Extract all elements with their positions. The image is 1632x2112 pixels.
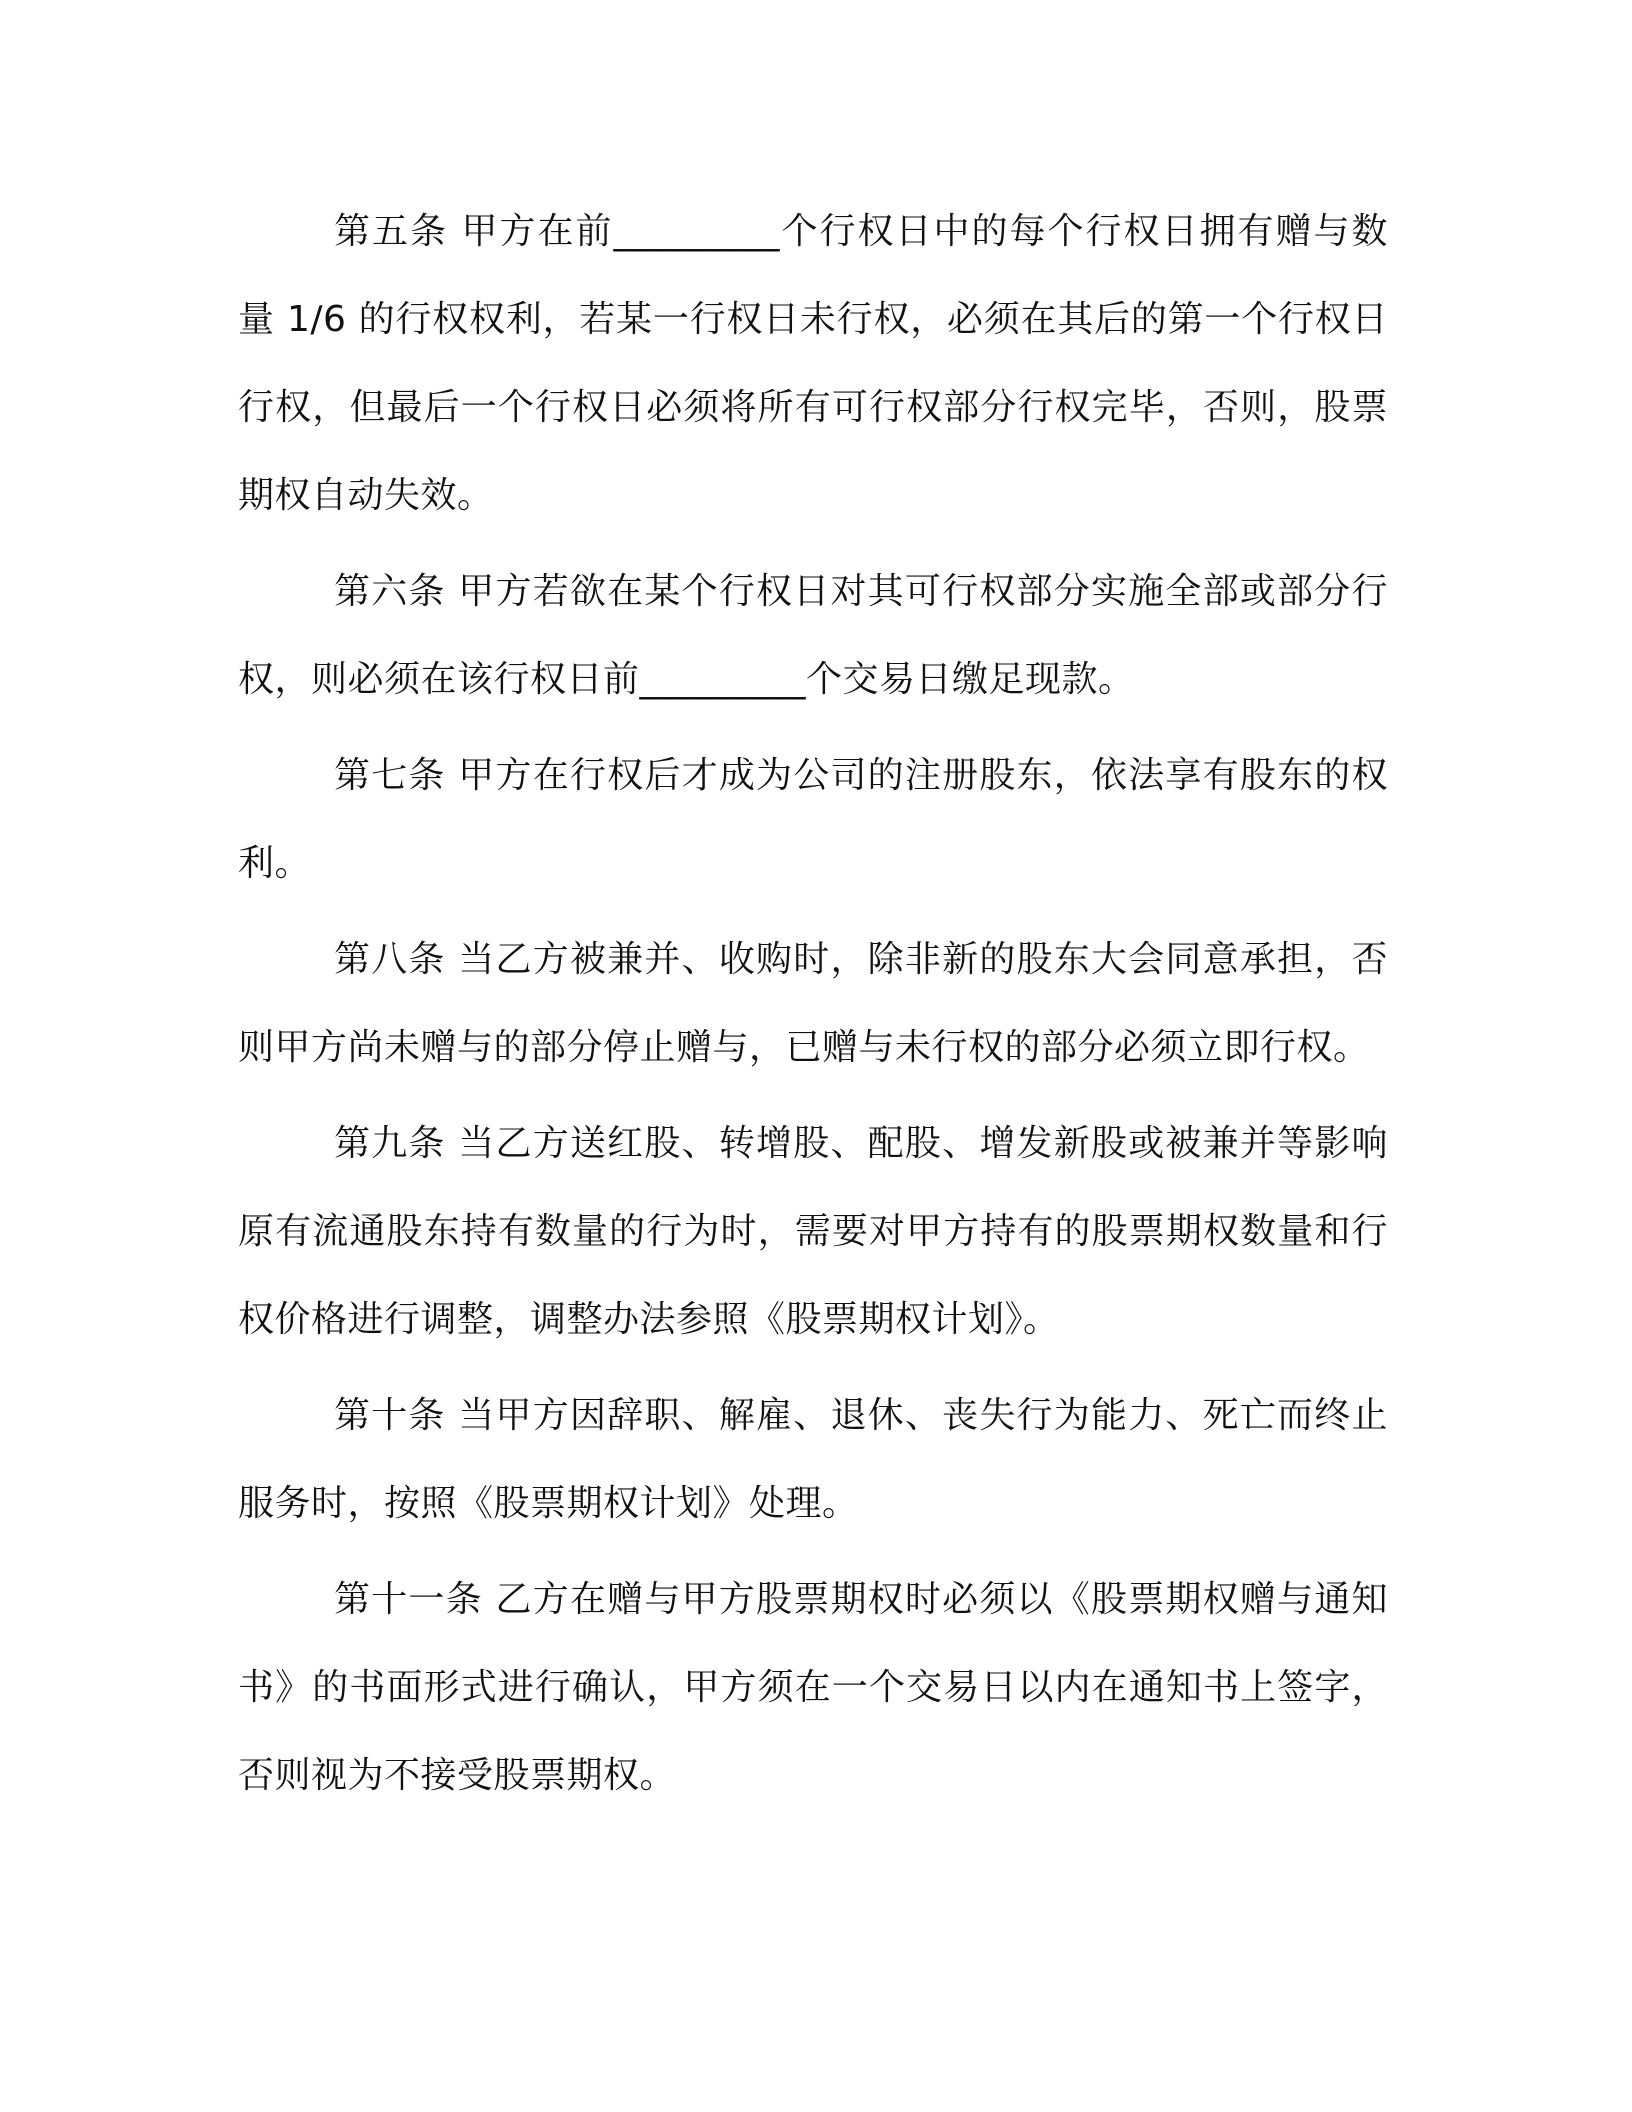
article-6-paragraph: 第六条 甲方若欲在某个行权日对其可行权部分实施全部或部分行权，则必须在该行权日前_________个交易日缴足现款。 (238, 571, 1388, 700)
article-11-paragraph: 第十一条 乙方在赠与甲方股票期权时必须以《股票期权赠与通知书》的书面形式进行确认，甲方须在一个交易日以内在通知书上签字，否则视为不接受股票期权。 (238, 1579, 1388, 1796)
article-7-paragraph: 第七条 甲方在行权后才成为公司的注册股东，依法享有股东的权利。 (238, 755, 1388, 884)
article-9-paragraph: 第九条 当乙方送红股、转增股、配股、增发新股或被兼并等影响原有流通股东持有数量的行为时，需要对甲方持有的股票期权数量和行权价格进行调整，调整办法参照《股票期权计划》。 (238, 1123, 1388, 1340)
article-8-paragraph: 第八条 当乙方被兼并、收购时，除非新的股东大会同意承担，否则甲方尚未赠与的部分停止赠与，已赠与未行权的部分必须立即行权。 (238, 939, 1388, 1068)
article-10-paragraph: 第十条 当甲方因辞职、解雇、退休、丧失行为能力、死亡而终止服务时，按照《股票期权计划》处理。 (238, 1395, 1388, 1524)
document-body (238, 188, 1388, 1824)
article-5-paragraph: 第五条 甲方在前_________个行权日中的每个行权日拥有赠与数量 1/6 的行权权利，若某一行权日未行权，必须在其后的第一个行权日行权，但最后一个行权日必须将所有可行权部分行权完毕，否则，股票期权自动失效。 (238, 211, 1388, 516)
